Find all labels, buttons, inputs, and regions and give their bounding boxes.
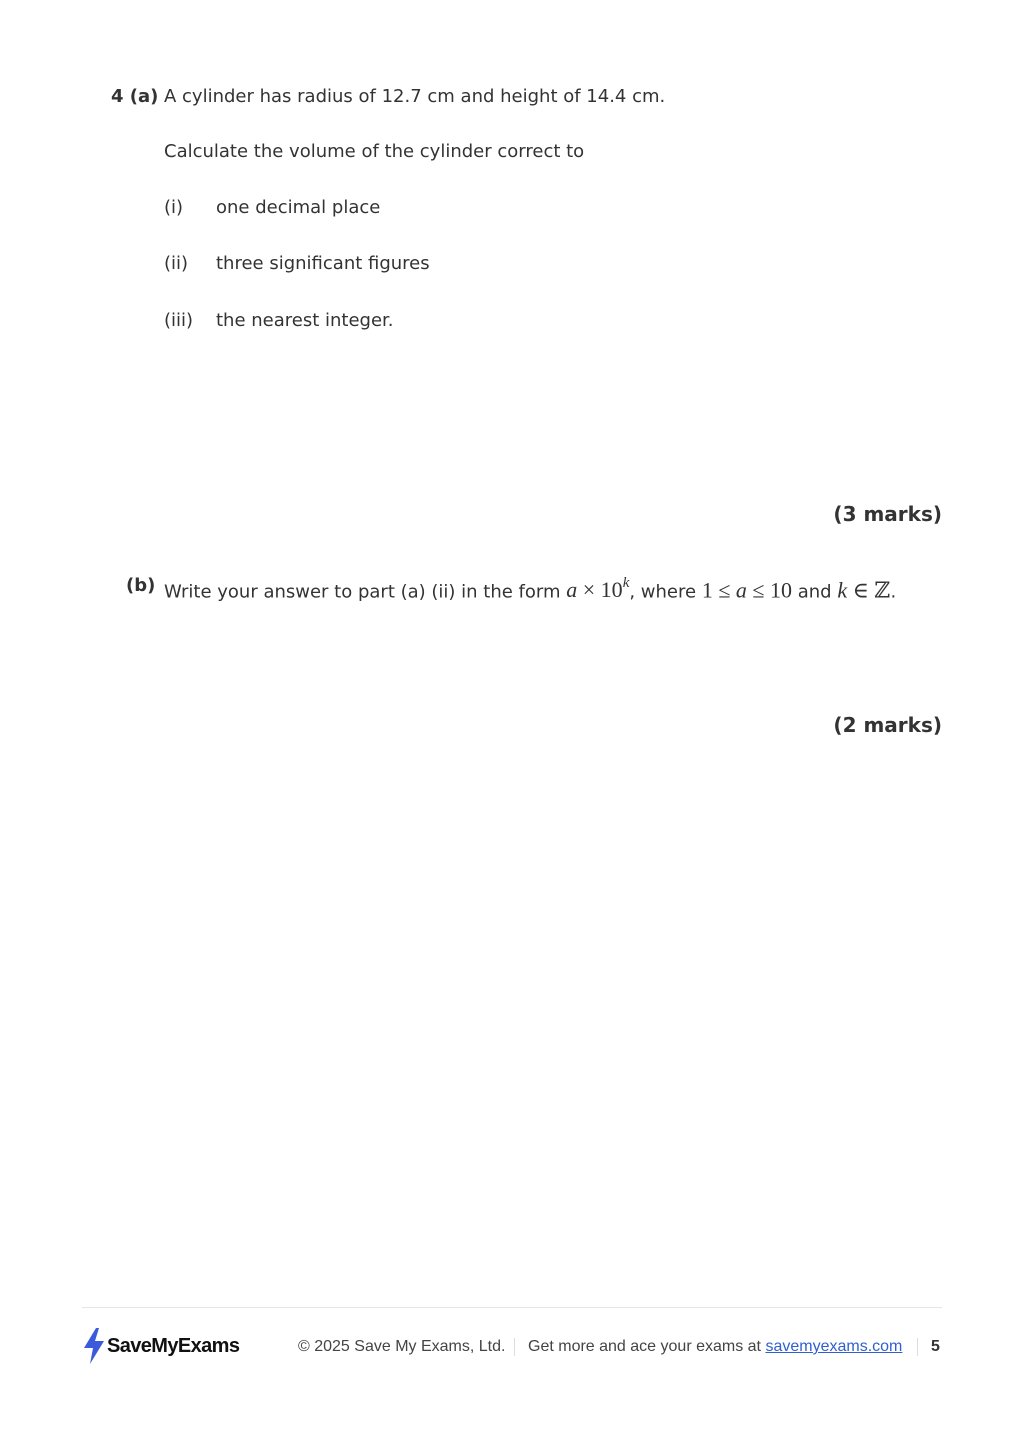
subpart-text-i: one decimal place (216, 197, 381, 218)
math-ineq-right: ≤ 10 (746, 577, 792, 603)
math-variable-a: a (566, 577, 578, 603)
part-b-text-where: , where (629, 581, 697, 603)
lightning-bolt-icon (82, 1328, 106, 1364)
footer-separator-2 (917, 1338, 918, 1356)
marks-part-a: (3 marks) (833, 502, 942, 526)
math-in-integers: ∈ ℤ (847, 577, 891, 603)
footer-copyright: © 2025 Save My Exams, Ltd. (298, 1338, 506, 1355)
part-b-label: (b) (126, 575, 156, 596)
part-b-question (164, 572, 896, 605)
part-b-text-end: . (890, 581, 897, 603)
math-times-ten: × 10 (582, 577, 623, 603)
footer-divider (82, 1307, 942, 1308)
subpart-text-iii: the nearest integer. (216, 310, 394, 331)
math-exponent-k: k (622, 575, 630, 591)
subpart-label-i: (i) (164, 197, 184, 218)
math-integer-set (837, 577, 890, 602)
footer-cta (528, 1338, 902, 1356)
question-instruction: Calculate the volume of the cylinder correct to (164, 141, 585, 162)
footer-link[interactable]: savemyexams.com (765, 1338, 903, 1355)
math-inequality (702, 577, 792, 602)
footer-cta-text: Get more and ace your exams at (528, 1338, 761, 1355)
math-standard-form (566, 577, 629, 602)
subpart-label-ii: (ii) (164, 253, 189, 274)
part-b-text-and: and (797, 581, 832, 603)
question-stem: A cylinder has radius of 12.7 cm and height of 14.4 cm. (164, 86, 666, 107)
subpart-text-ii: three significant figures (216, 253, 430, 274)
part-b-text-before: Write your answer to part (a) (ii) in the form (164, 581, 561, 603)
math-ineq-left: 1 ≤ (701, 577, 736, 603)
brand-logo[interactable]: SaveMyExams (107, 1335, 240, 1357)
page-number: 5 (931, 1338, 940, 1355)
question-number: 4 (a) (111, 86, 159, 107)
footer-separator (514, 1338, 515, 1356)
math-ineq-a: a (735, 577, 747, 603)
subpart-label-iii: (iii) (164, 310, 194, 331)
marks-part-b: (2 marks) (833, 713, 942, 737)
math-k: k (837, 577, 848, 603)
